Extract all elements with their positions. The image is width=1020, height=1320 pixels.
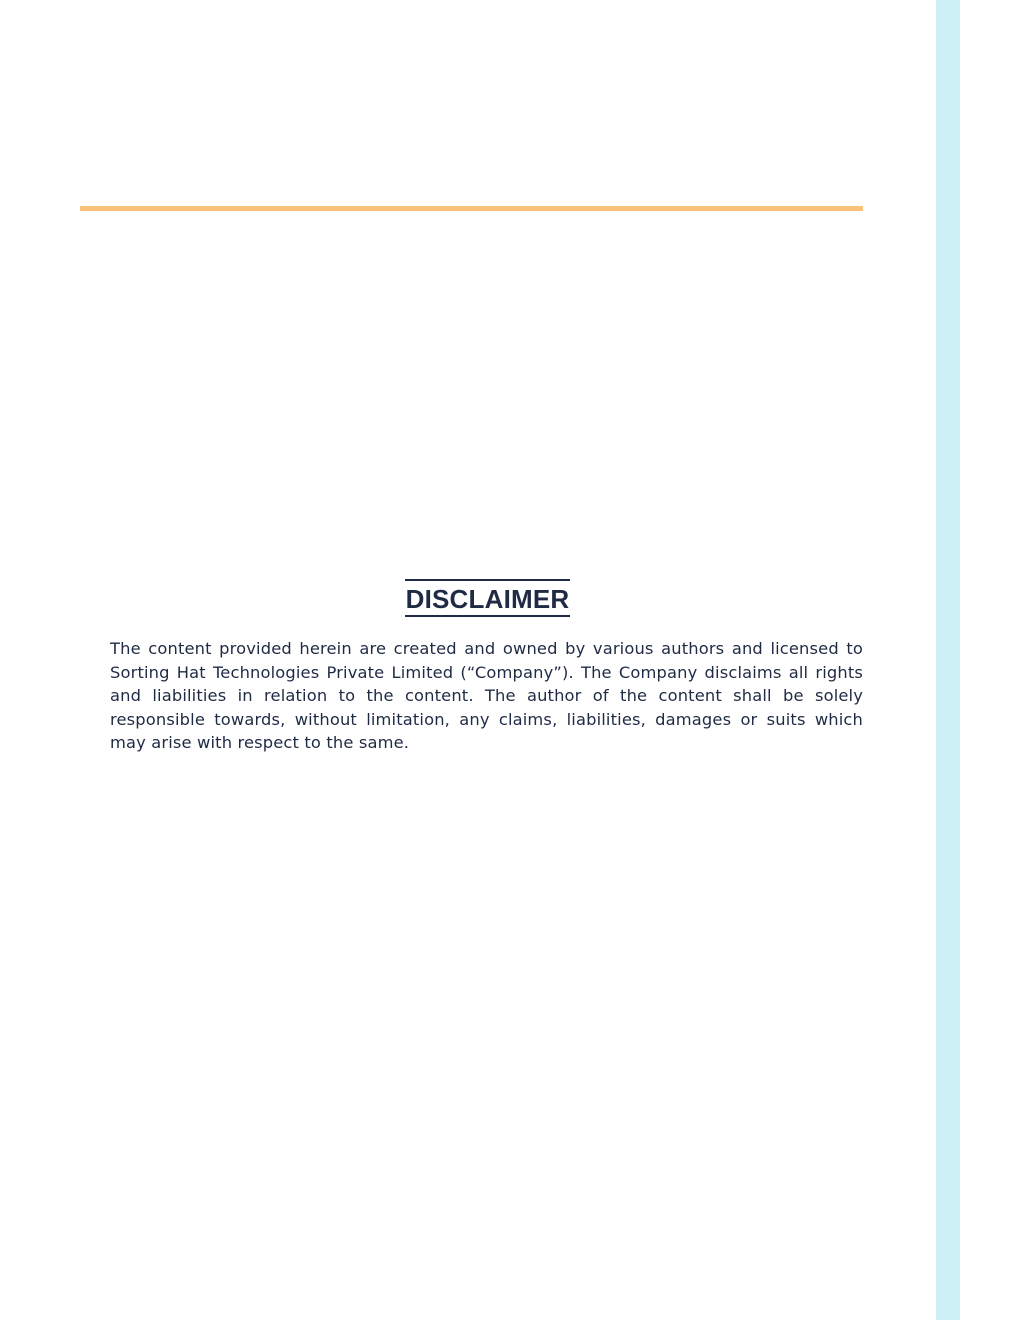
disclaimer-body: The content provided herein are created and owned by various authors and licensed to Sorting Hat Technologies Private Limited (“Company”). The Company disclaims all rights and liabilities in relation to the content. The author of the content shall be solely responsible towards, without limitation, any claims, liabilities, damages or suits which may arise with respect to the same. bbox=[110, 639, 863, 753]
disclaimer-title: DISCLAIMER bbox=[405, 579, 571, 617]
side-color-strip bbox=[936, 0, 960, 1320]
accent-divider bbox=[80, 206, 863, 211]
disclaimer-heading-container bbox=[0, 579, 975, 617]
